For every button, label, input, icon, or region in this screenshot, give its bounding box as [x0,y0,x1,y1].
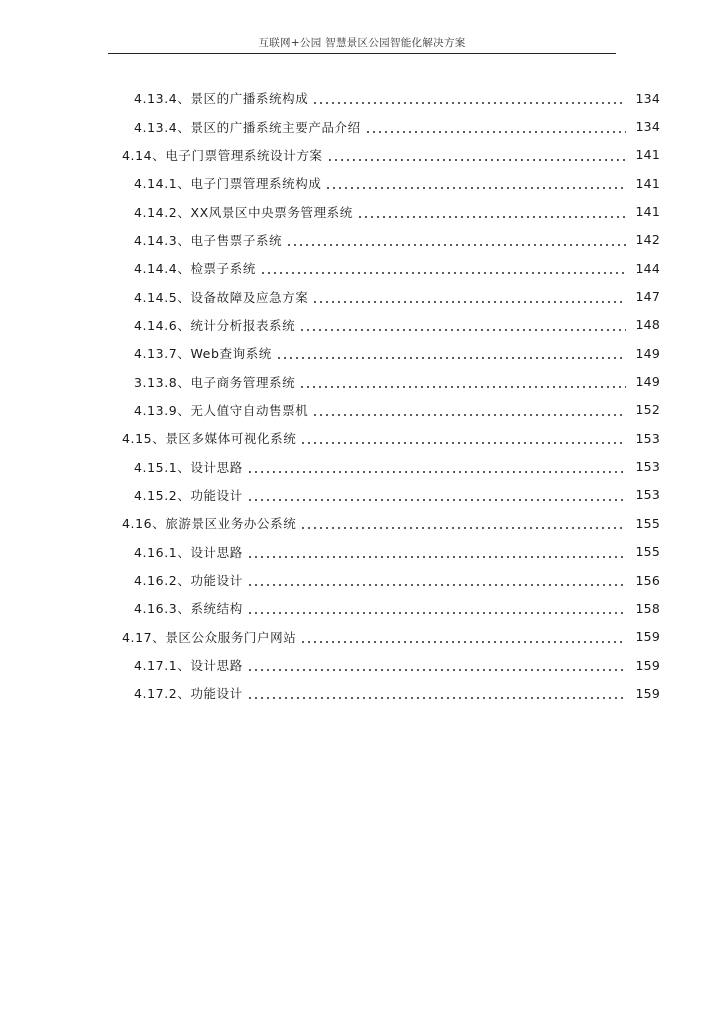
toc-entry-title: 4.14.2、XX风景区中央票务管理系统 [134,204,353,220]
toc-dot-leader [299,376,626,388]
toc-dot-leader [247,687,626,699]
toc-entry[interactable] [0,112,724,140]
toc-page-number: 147 [635,289,660,305]
toc-entry[interactable] [0,623,724,651]
toc-entry[interactable] [0,197,724,225]
toc-page-number: 149 [635,345,660,361]
toc-entry-title: 4.14.4、检票子系统 [134,261,256,277]
toc-entry-title: 4.16.1、设计思路 [134,544,243,560]
toc-page-number: 141 [635,175,660,191]
toc-entry-title: 4.16、旅游景区业务办公系统 [122,516,297,532]
toc-entry-title: 4.17、景区公众服务门户网站 [122,629,297,645]
toc-entry-title: 4.14.6、统计分析报表系统 [134,317,296,333]
toc-page-number: 152 [635,402,660,418]
header-title: 互联网+公园 智慧景区公园智能化解决方案 [258,37,466,49]
toc-entry[interactable] [0,538,724,566]
toc-dot-leader [247,602,626,614]
toc-entry[interactable] [0,141,724,169]
toc-entry-title: 4.14、电子门票管理系统设计方案 [122,147,323,163]
toc-dot-leader [312,291,626,303]
toc-dot-leader [300,631,626,643]
toc-dot-leader [247,489,626,501]
toc-entry[interactable] [0,424,724,452]
toc-entry-title: 4.14.3、电子售票子系统 [134,232,283,248]
toc-entry[interactable] [0,594,724,622]
toc-dot-leader [247,461,626,473]
toc-entry[interactable] [0,254,724,282]
toc-dot-leader [327,149,626,161]
toc-entry-title: 4.14.5、设备故障及应急方案 [134,289,309,305]
toc-page-number: 142 [635,232,660,248]
toc-entry-title: 4.13.9、无人值守自动售票机 [134,402,309,418]
toc-entry-title: 4.13.4、景区的广播系统构成 [134,91,309,107]
toc-dot-leader [365,121,626,133]
toc-entry-title: 4.17.1、设计思路 [134,658,243,674]
toc-page-number: 156 [635,572,660,588]
toc-dot-leader [357,206,626,218]
toc-page-number: 148 [635,317,660,333]
toc-page-number: 153 [635,459,660,475]
toc-page-number: 153 [635,430,660,446]
toc-entry-title: 4.14.1、电子门票管理系统构成 [134,176,322,192]
toc-page-number: 141 [635,204,660,220]
toc-entry[interactable] [0,339,724,367]
toc-dot-leader [247,574,626,586]
toc-entry[interactable] [0,396,724,424]
toc-entry[interactable] [0,84,724,112]
toc-dot-leader [247,546,626,558]
toc-page-number: 141 [635,147,660,163]
toc-page-number: 159 [635,657,660,673]
toc-entry-title: 3.13.8、电子商务管理系统 [134,374,296,390]
toc-entry[interactable] [0,566,724,594]
toc-entry[interactable] [0,169,724,197]
toc-entry[interactable] [0,226,724,254]
toc-entry[interactable] [0,651,724,679]
toc-entry-title: 4.17.2、功能设计 [134,686,243,702]
toc-page-number: 155 [635,515,660,531]
toc-page-number: 134 [635,90,660,106]
toc-entry-title: 4.13.7、Web查询系统 [134,346,272,362]
toc-entry[interactable] [0,452,724,480]
toc-page-number: 149 [635,374,660,390]
toc-dot-leader [260,262,626,274]
toc-entry[interactable] [0,481,724,509]
toc-page-number: 158 [635,600,660,616]
toc-page-number: 159 [635,685,660,701]
toc-page-number: 134 [635,119,660,135]
toc-entry-title: 4.16.2、功能设计 [134,573,243,589]
toc-page-number: 155 [635,544,660,560]
toc-dot-leader [276,347,626,359]
page-header [108,36,616,54]
toc-entry[interactable] [0,367,724,395]
toc-entry[interactable] [0,679,724,707]
toc-entry-title: 4.15.1、设计思路 [134,459,243,475]
toc-dot-leader [300,432,626,444]
toc-dot-leader [325,177,626,189]
toc-entry-title: 4.16.3、系统结构 [134,601,243,617]
toc-dot-leader [312,404,626,416]
table-of-contents [0,84,724,708]
toc-page-number: 144 [635,260,660,276]
toc-entry[interactable] [0,509,724,537]
toc-dot-leader [247,659,626,671]
toc-dot-leader [286,234,626,246]
toc-dot-leader [312,92,626,104]
toc-entry-title: 4.15.2、功能设计 [134,487,243,503]
toc-dot-leader [300,517,626,529]
toc-entry-title: 4.13.4、景区的广播系统主要产品介绍 [134,119,361,135]
toc-entry[interactable] [0,282,724,310]
toc-dot-leader [299,319,626,331]
toc-page-number: 159 [635,629,660,645]
toc-entry[interactable] [0,311,724,339]
toc-page-number: 153 [635,487,660,503]
toc-entry-title: 4.15、景区多媒体可视化系统 [122,431,297,447]
